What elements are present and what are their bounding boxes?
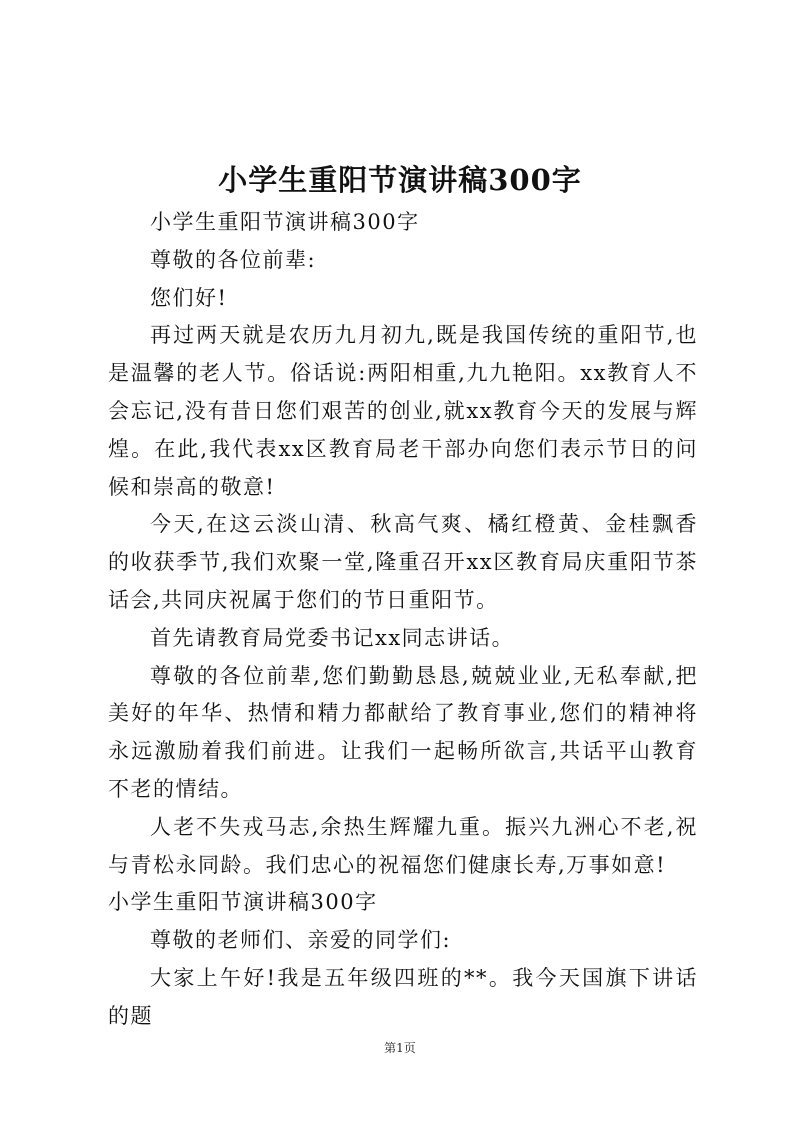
paragraph-body: 尊敬的各位前辈,您们勤勤恳恳,兢兢业业,无私奉献,把美好的年华、热情和精力都献给了教育事业,您们的精神将永远激励着我们前进。让我们一起畅所欲言,共话平山教育不老的情结。 xyxy=(108,663,698,801)
paragraph-body: 首先请教育局党委书记xx同志讲话。 xyxy=(150,625,515,650)
document-title: 小学生重阳节演讲稿300字 xyxy=(218,163,582,197)
paragraph-body: 人老不失戎马志,余热生辉耀九重。振兴九洲心不老,祝与青松永同龄。我们忠心的祝福您们健康长寿,万事如意! xyxy=(108,814,698,877)
paragraph-greeting: 您们好! xyxy=(150,285,228,310)
paragraph-salutation: 尊敬的老师们、亲爱的同学们: xyxy=(150,928,452,953)
page-number: 第1页 xyxy=(384,1041,416,1055)
paragraph-body: 大家上午好!我是五年级四班的**。我今天国旗下讲话的题 xyxy=(108,965,698,1028)
paragraph-body: 再过两天就是农历九月初九,既是我国传统的重阳节,也是温馨的老人节。俗话说:两阳相重,九九艳阳。xx教育人不会忘记,没有昔日您们艰苦的创业,就xx教育今天的发展与辉煌。在此,我代表xx区教育局老干部办向您们表示节日的问候和崇高的敬意! xyxy=(108,323,698,499)
paragraph-salutation: 尊敬的各位前辈: xyxy=(150,247,317,272)
paragraph-subtitle: 小学生重阳节演讲稿300字 xyxy=(150,210,420,234)
paragraph-body: 今天,在这云淡山清、秋高气爽、橘红橙黄、金桂飘香的收获季节,我们欢聚一堂,隆重召开xx区教育局庆重阳节茶话会,共同庆祝属于您们的节日重阳节。 xyxy=(108,512,698,612)
document-body xyxy=(108,204,698,1036)
paragraph-section-heading: 小学生重阳节演讲稿300字 xyxy=(108,890,378,915)
